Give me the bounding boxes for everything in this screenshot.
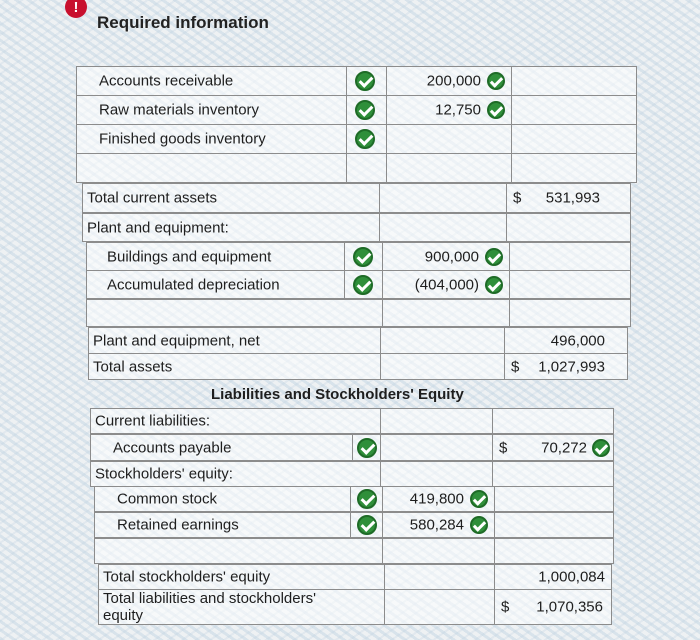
amount-input[interactable]: 200,000: [426, 72, 481, 90]
amount-input[interactable]: 900,000: [424, 248, 479, 265]
row-label: Accounts payable: [113, 439, 232, 456]
row-label: Total stockholders' equity: [103, 568, 271, 586]
check-icon: [470, 516, 488, 534]
check-icon: [357, 438, 377, 458]
currency-symbol: $: [501, 598, 510, 616]
total-value[interactable]: 1,070,356: [536, 598, 603, 616]
table-row: [90, 408, 614, 434]
table-row: [82, 183, 631, 213]
table-row: [94, 538, 614, 564]
table-row: [76, 95, 637, 125]
check-icon: [470, 490, 488, 508]
row-label: Accumulated depreciation: [107, 276, 280, 293]
total-value[interactable]: 1,027,993: [538, 358, 605, 375]
total-value[interactable]: 531,993: [545, 189, 600, 207]
row-label: Buildings and equipment: [107, 248, 272, 265]
check-icon: [357, 515, 377, 535]
row-label: Plant and equipment:: [87, 219, 229, 236]
table-row: [90, 434, 614, 461]
table-row: [90, 461, 614, 487]
table-row: [98, 564, 612, 590]
table-row: [76, 124, 637, 154]
amount-input[interactable]: 12,750: [435, 101, 481, 119]
currency-symbol: $: [511, 358, 520, 375]
amount-input[interactable]: 419,800: [409, 490, 464, 508]
total-value[interactable]: 496,000: [550, 332, 605, 349]
row-label: Current liabilities:: [95, 412, 211, 430]
table-row: [88, 353, 628, 380]
check-icon: [355, 129, 375, 149]
table-row: [94, 486, 614, 512]
total-value[interactable]: 1,000,084: [538, 568, 605, 586]
amount-input[interactable]: 580,284: [409, 516, 464, 534]
section-heading: Liabilities and Stockholders' Equity: [211, 386, 464, 403]
table-row: [86, 242, 631, 271]
row-label: Finished goods inventory: [99, 130, 266, 148]
total-input[interactable]: 70,272: [541, 439, 587, 456]
table-row: [86, 270, 631, 299]
row-label: Common stock: [117, 490, 218, 508]
check-icon: [592, 439, 610, 457]
amount-input[interactable]: (404,000): [414, 276, 479, 293]
table-row: [94, 512, 614, 538]
check-icon: [485, 276, 503, 294]
table-row: [86, 299, 631, 327]
currency-symbol: $: [513, 189, 522, 207]
table-row: [98, 589, 612, 625]
alert-icon: !: [65, 0, 87, 18]
table-row: [82, 213, 631, 242]
row-label: Total current assets: [87, 189, 218, 207]
table-row: [88, 327, 628, 354]
row-label-continued: equity: [103, 607, 144, 624]
row-label: Stockholders' equity:: [95, 465, 233, 483]
check-icon: [485, 248, 503, 266]
row-label: Raw materials inventory: [99, 101, 260, 119]
check-icon: [355, 100, 375, 120]
check-icon: [487, 72, 505, 90]
check-icon: [357, 489, 377, 509]
table-row: [76, 153, 637, 183]
row-label: Total liabilities and stockholders': [103, 590, 316, 607]
check-icon: [353, 247, 373, 267]
check-icon: [355, 71, 375, 91]
table-row: [76, 66, 637, 96]
check-icon: [487, 101, 505, 119]
page-title: Required information: [97, 13, 269, 32]
currency-symbol: $: [499, 439, 508, 456]
row-label: Accounts receivable: [99, 72, 234, 90]
check-icon: [353, 275, 373, 295]
row-label: Total assets: [93, 358, 173, 375]
row-label: Retained earnings: [117, 516, 239, 534]
row-label: Plant and equipment, net: [93, 332, 260, 349]
